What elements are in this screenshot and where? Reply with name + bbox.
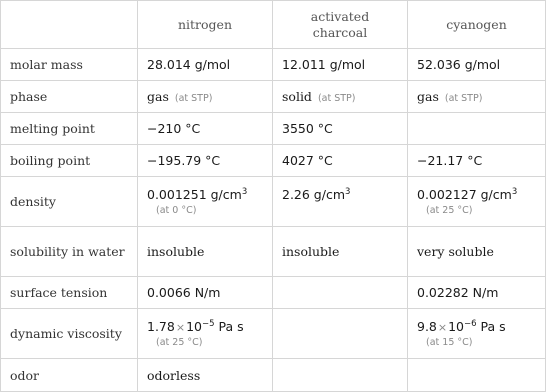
- cell-charcoal-odor: [273, 359, 408, 392]
- cell-cyanogen-molar-mass: 52.036 g/mol: [408, 49, 546, 81]
- header-activated-charcoal: activated charcoal: [273, 1, 408, 49]
- table-row: [1, 145, 546, 177]
- cell-charcoal-surface-tension: [273, 277, 408, 309]
- viscosity-unit: Pa s: [218, 319, 244, 334]
- viscosity-mantissa: 1.78: [147, 319, 175, 334]
- table-row: [1, 49, 546, 81]
- cell-cyanogen-viscosity: [408, 309, 546, 359]
- row-label-molar-mass: molar mass: [1, 49, 138, 81]
- row-label-surface-tension: surface tension: [1, 277, 138, 309]
- cell-cyanogen-boiling-point: −21.17 °C: [408, 145, 546, 177]
- cell-nitrogen-boiling-point: −195.79 °C: [138, 145, 273, 177]
- header-empty-cell: [1, 1, 138, 49]
- row-label-phase: phase: [1, 81, 138, 113]
- cell-nitrogen-melting-point: −210 °C: [138, 113, 273, 145]
- header-row: [1, 1, 546, 49]
- phase-value: gas: [417, 89, 439, 104]
- table-row: [1, 359, 546, 392]
- phase-condition-note: (at STP): [174, 93, 213, 104]
- table-row: [1, 277, 546, 309]
- cell-cyanogen-surface-tension: 0.02282 N/m: [408, 277, 546, 309]
- row-label-boiling-point: boiling point: [1, 145, 138, 177]
- cell-nitrogen-solubility: insoluble: [138, 227, 273, 277]
- viscosity-unit: Pa s: [480, 319, 506, 334]
- phase-value: gas: [147, 89, 169, 104]
- table-row: [1, 177, 546, 227]
- cell-cyanogen-phase: [408, 81, 546, 113]
- cell-charcoal-phase: [273, 81, 408, 113]
- table-row: [1, 227, 546, 277]
- row-label-solubility: solubility in water: [1, 227, 138, 277]
- cell-nitrogen-odor: odorless: [138, 359, 273, 392]
- table-row: [1, 81, 546, 113]
- row-label-dynamic-viscosity: dynamic viscosity: [1, 309, 138, 359]
- cell-charcoal-solubility: insoluble: [273, 227, 408, 277]
- multiply-sign: ×: [437, 321, 448, 334]
- cell-nitrogen-viscosity: [138, 309, 273, 359]
- viscosity-mantissa: 9.8: [417, 319, 437, 334]
- viscosity-exponent: −6: [464, 318, 477, 329]
- cell-nitrogen-phase: [138, 81, 273, 113]
- viscosity-base: 10: [448, 319, 465, 334]
- phase-value: solid: [282, 89, 312, 104]
- cell-cyanogen-melting-point: [408, 113, 546, 145]
- row-label-odor: odor: [1, 359, 138, 392]
- cell-cyanogen-density: [408, 177, 546, 227]
- row-label-density: density: [1, 177, 138, 227]
- cell-charcoal-viscosity: [273, 309, 408, 359]
- density-exponent: 3: [345, 186, 351, 197]
- cell-nitrogen-surface-tension: 0.0066 N/m: [138, 277, 273, 309]
- density-condition-note: (at 0 °C): [156, 205, 197, 216]
- table-row: [1, 113, 546, 145]
- cell-charcoal-density: [273, 177, 408, 227]
- density-exponent: 3: [511, 186, 518, 197]
- cell-charcoal-molar-mass: 12.011 g/mol: [273, 49, 408, 81]
- phase-condition-note: (at STP): [317, 93, 356, 104]
- cell-nitrogen-density: [138, 177, 273, 227]
- viscosity-exponent: −5: [201, 318, 215, 329]
- density-exponent: 3: [241, 186, 248, 197]
- row-label-melting-point: melting point: [1, 113, 138, 145]
- viscosity-base: 10: [186, 319, 202, 334]
- density-value: 2.26 g/cm: [282, 187, 346, 202]
- cell-cyanogen-odor: [408, 359, 546, 392]
- viscosity-condition-note: (at 25 °C): [156, 337, 203, 348]
- multiply-sign: ×: [175, 321, 186, 334]
- viscosity-condition-note: (at 15 °C): [426, 337, 473, 348]
- phase-condition-note: (at STP): [444, 93, 483, 104]
- cell-cyanogen-solubility: very soluble: [408, 227, 546, 277]
- density-condition-note: (at 25 °C): [426, 205, 473, 216]
- density-value: 0.001251 g/cm: [147, 187, 242, 202]
- table-row: [1, 309, 546, 359]
- cell-nitrogen-molar-mass: 28.014 g/mol: [138, 49, 273, 81]
- header-cyanogen: cyanogen: [408, 1, 546, 49]
- header-nitrogen: nitrogen: [138, 1, 273, 49]
- cell-charcoal-melting-point: 3550 °C: [273, 113, 408, 145]
- density-value: 0.002127 g/cm: [417, 187, 512, 202]
- cell-charcoal-boiling-point: 4027 °C: [273, 145, 408, 177]
